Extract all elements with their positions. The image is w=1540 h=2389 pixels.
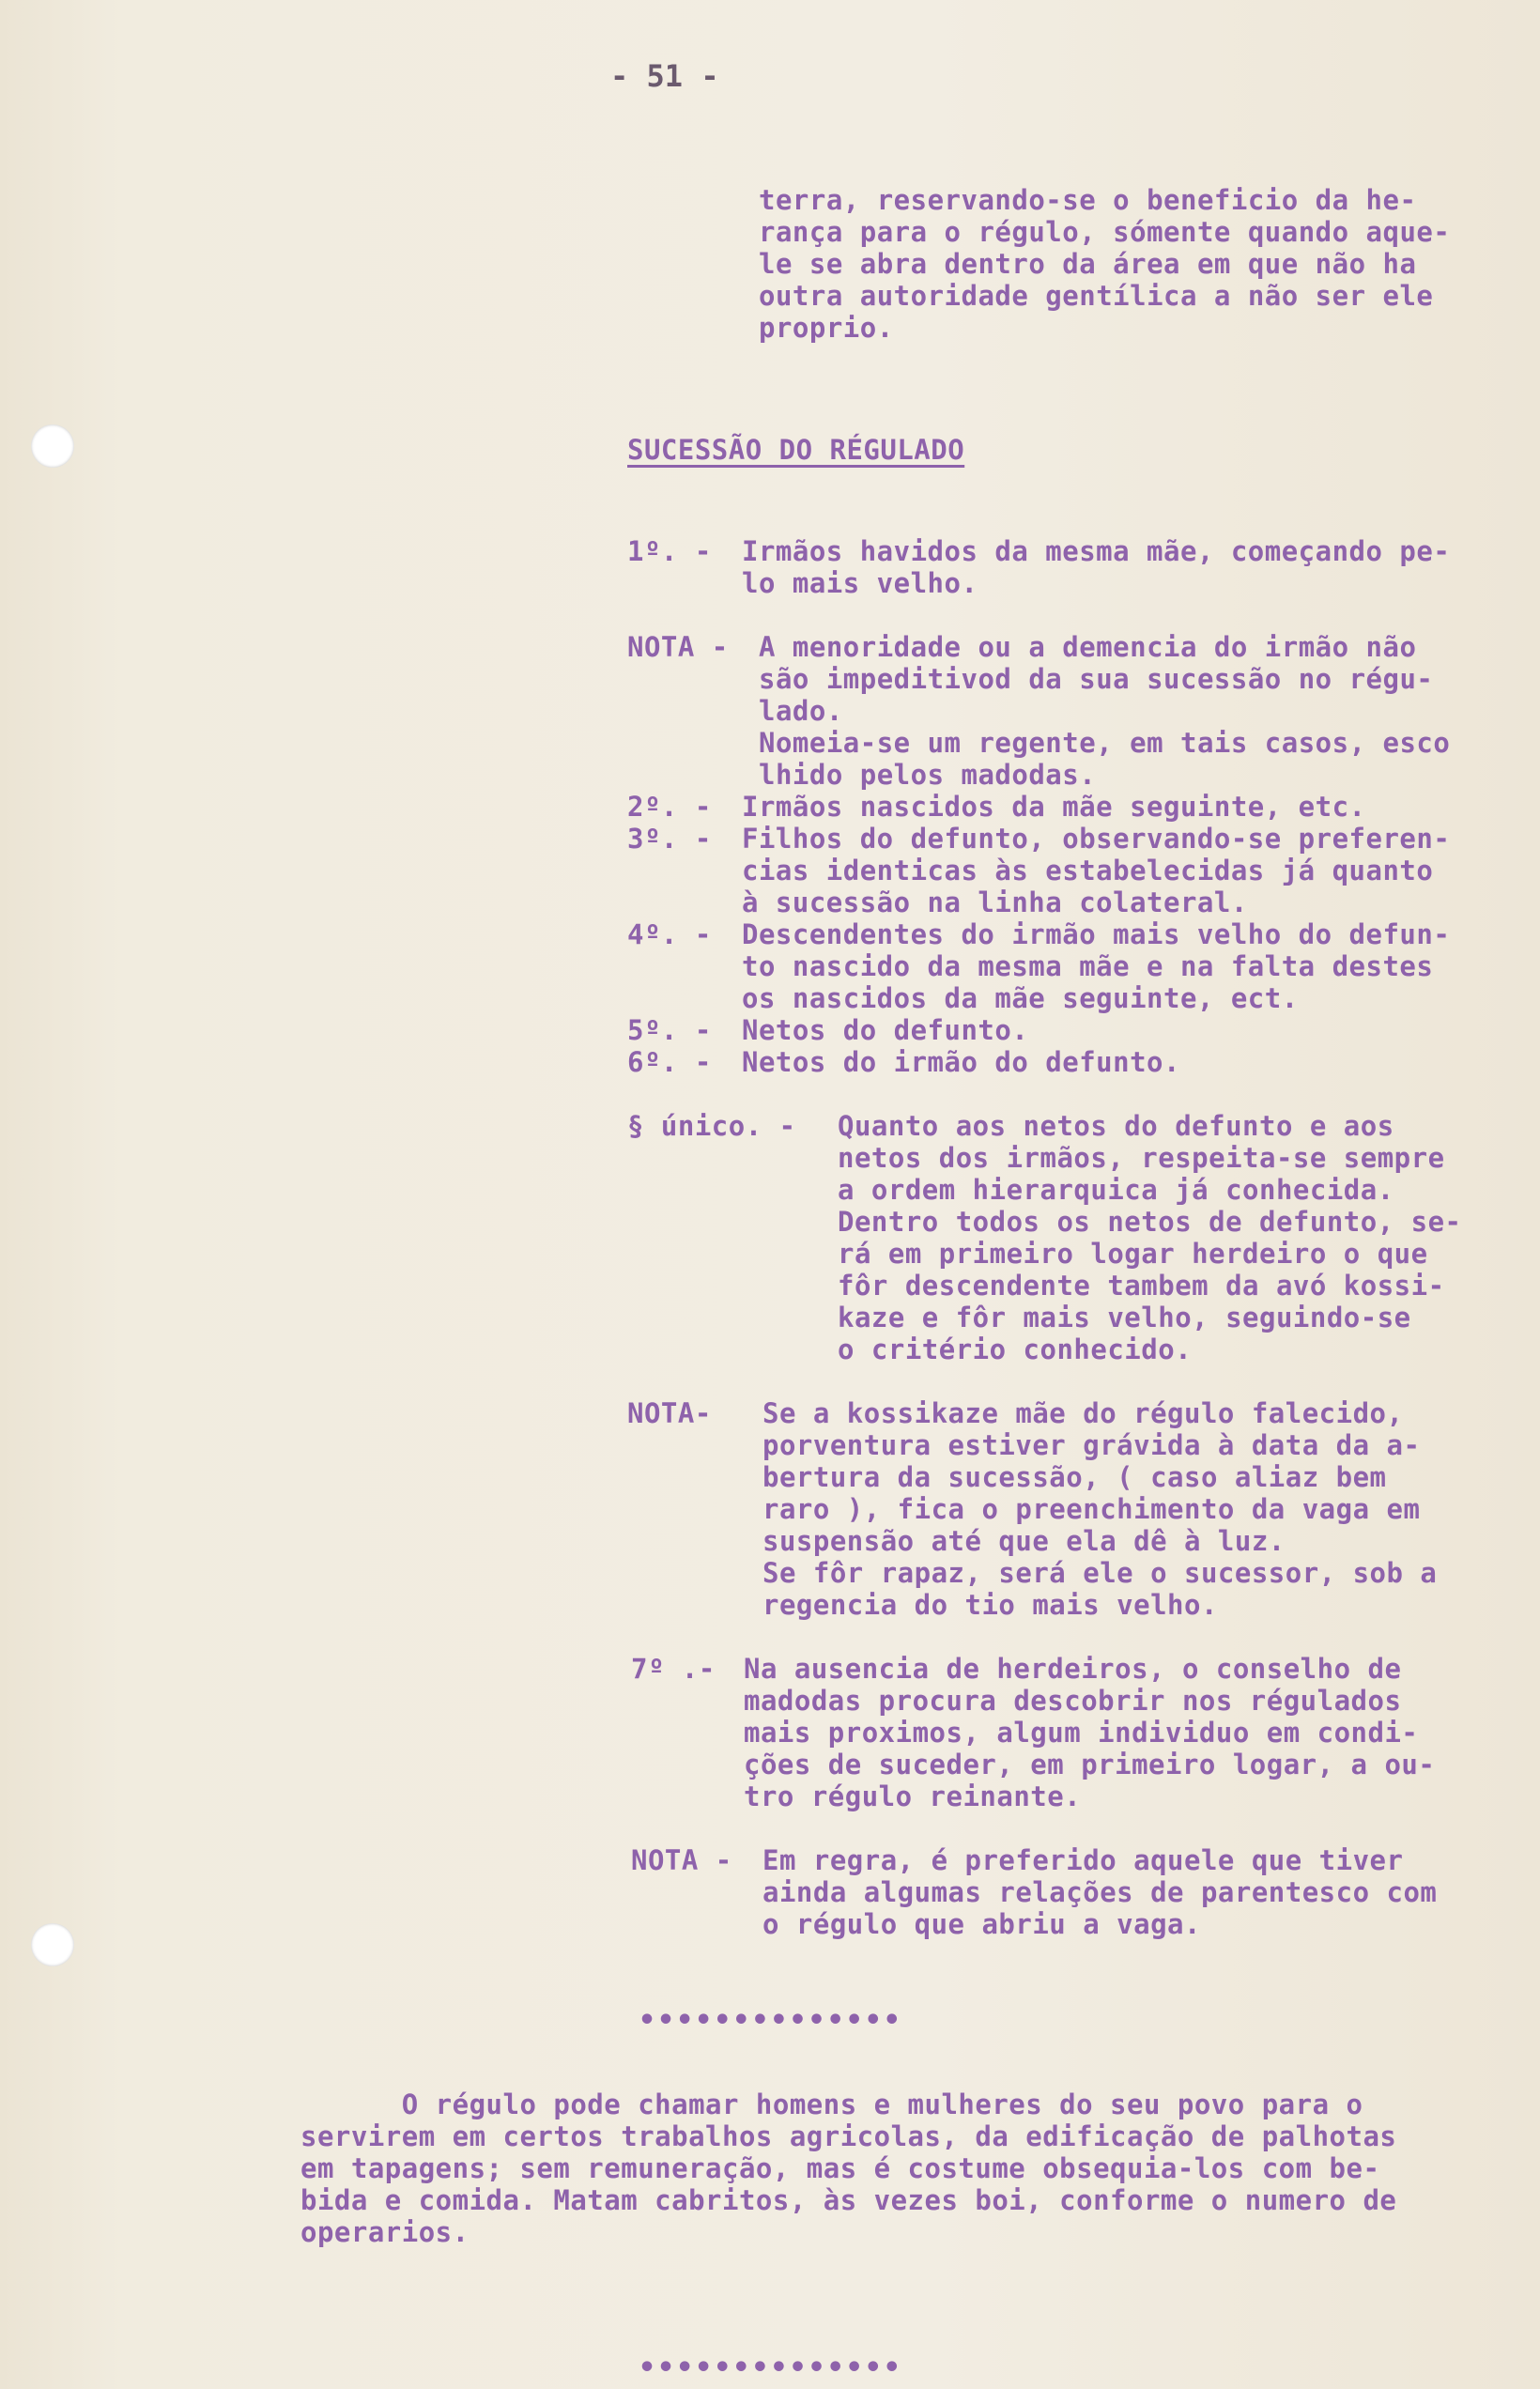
paragrafo-unico-label: § único. - [627,1110,796,1142]
nota-2-line-5: suspensão até que ela dê à luz. [762,1525,1286,1557]
item-2-number: 2º. - [627,791,712,823]
nota-3-label: NOTA - [631,1844,732,1876]
nota-2-line-1: Se a kossikaze mãe do régulo falecido, [762,1397,1404,1429]
item-6-number: 6º. - [627,1046,712,1078]
item-1-number: 1º. - [627,535,712,567]
closing-line-3: em tapagens; sem remuneração, mas é costume obsequia-los com be- [300,2152,1380,2184]
nota-2-label: NOTA- [627,1397,712,1429]
item-4-line-3: os nascidos da mãe seguinte, ect. [742,982,1299,1014]
nota-1-label: NOTA - [627,631,729,663]
nota-1-line-2: são impeditivod da sua sucessão no régu- [759,663,1434,695]
item-7-line-4: ções de suceder, em primeiro logar, a ou- [744,1749,1436,1780]
paragrafo-unico-line-4: Dentro todos os netos de defunto, se- [838,1206,1462,1238]
nota-2-line-4: raro ), fica o preenchimento da vaga em [762,1493,1421,1525]
punch-hole-top [31,424,74,468]
item-2-line-1: Irmãos nascidos da mãe seguinte, etc. [742,791,1366,823]
nota-1-line-4: Nomeia-se um regente, em tais casos, esco [759,727,1451,759]
paragrafo-unico-line-8: o critério conhecido. [838,1333,1193,1365]
punch-hole-bottom [31,1923,74,1966]
separator-2: •••••••••••••• [639,2351,902,2384]
separator-1: •••••••••••••• [639,2004,902,2037]
paragrafo-unico-line-3: a ordem hierarquica já conhecida. [838,1174,1394,1206]
item-4-line-1: Descendentes do irmão mais velho do defun- [742,918,1451,950]
nota-3-line-1: Em regra, é preferido aquele que tiver [762,1844,1404,1876]
nota-2-line-2: porventura estiver grávida à data da a- [762,1429,1421,1461]
nota-3-line-3: o régulo que abriu a vaga. [762,1908,1201,1940]
item-5-number: 5º. - [627,1014,712,1046]
intro-line-1: terra, reservando-se o beneficio da he- [759,184,1417,216]
item-1-line-1: Irmãos havidos da mesma mãe, começando pe- [742,535,1451,567]
paragrafo-unico-line-7: kaze e fôr mais velho, seguindo-se [838,1302,1411,1333]
item-3-line-3: à sucessão na linha colateral. [742,886,1248,918]
section-title: SUCESSÃO DO RÉGULADO [627,434,965,466]
nota-1-line-1: A menoridade ou a demencia do irmão não [759,631,1417,663]
intro-line-5: proprio. [759,312,894,344]
paragrafo-unico-line-5: rá em primeiro logar herdeiro o que [838,1238,1428,1270]
item-5-line-1: Netos do defunto. [742,1014,1029,1046]
nota-3-line-2: ainda algumas relações de parentesco com [762,1876,1438,1908]
paragrafo-unico-line-6: fôr descendente tambem da avó kossi- [838,1270,1445,1302]
closing-line-4: bida e comida. Matam cabritos, às vezes boi, conforme o numero de [300,2184,1397,2216]
item-1-line-2: lo mais velho. [742,567,978,599]
nota-1-line-5: lhido pelos madodas. [759,759,1097,791]
closing-line-2: servirem em certos trabalhos agricolas, da edificação de palhotas [300,2120,1397,2152]
closing-line-5: operarios. [300,2216,470,2248]
intro-line-3: le se abra dentro da área em que não ha [759,248,1417,280]
item-7-line-3: mais proximos, algum individuo em condi- [744,1717,1419,1749]
item-7-line-5: tro régulo reinante. [744,1780,1082,1812]
page-number: - 51 - [610,58,719,94]
item-4-number: 4º. - [627,918,712,950]
item-3-line-2: cias identicas às estabelecidas já quanto [742,855,1434,886]
paragrafo-unico-line-2: netos dos irmãos, respeita-se sempre [838,1142,1445,1174]
nota-1-line-3: lado. [759,695,843,727]
item-7-line-2: madodas procura descobrir nos régulados [744,1685,1402,1717]
intro-line-4: outra autoridade gentílica a não ser ele [759,280,1434,312]
intro-line-2: rança para o régulo, sómente quando aque- [759,216,1451,248]
closing-line-1: O régulo pode chamar homens e mulheres do seu povo para o [300,2088,1363,2120]
item-6-line-1: Netos do irmão do defunto. [742,1046,1180,1078]
nota-2-line-3: bertura da sucessão, ( caso aliaz bem [762,1461,1387,1493]
nota-2-line-6: Se fôr rapaz, será ele o sucessor, sob a [762,1557,1438,1589]
nota-2-line-7: regencia do tio mais velho. [762,1589,1218,1621]
item-3-number: 3º. - [627,823,712,855]
paragrafo-unico-line-1: Quanto aos netos do defunto e aos [838,1110,1394,1142]
item-7-number: 7º .- [631,1653,716,1685]
item-3-line-1: Filhos do defunto, observando-se preferen- [742,823,1451,855]
item-4-line-2: to nascido da mesma mãe e na falta destes [742,950,1434,982]
item-7-line-1: Na ausencia de herdeiros, o conselho de [744,1653,1402,1685]
